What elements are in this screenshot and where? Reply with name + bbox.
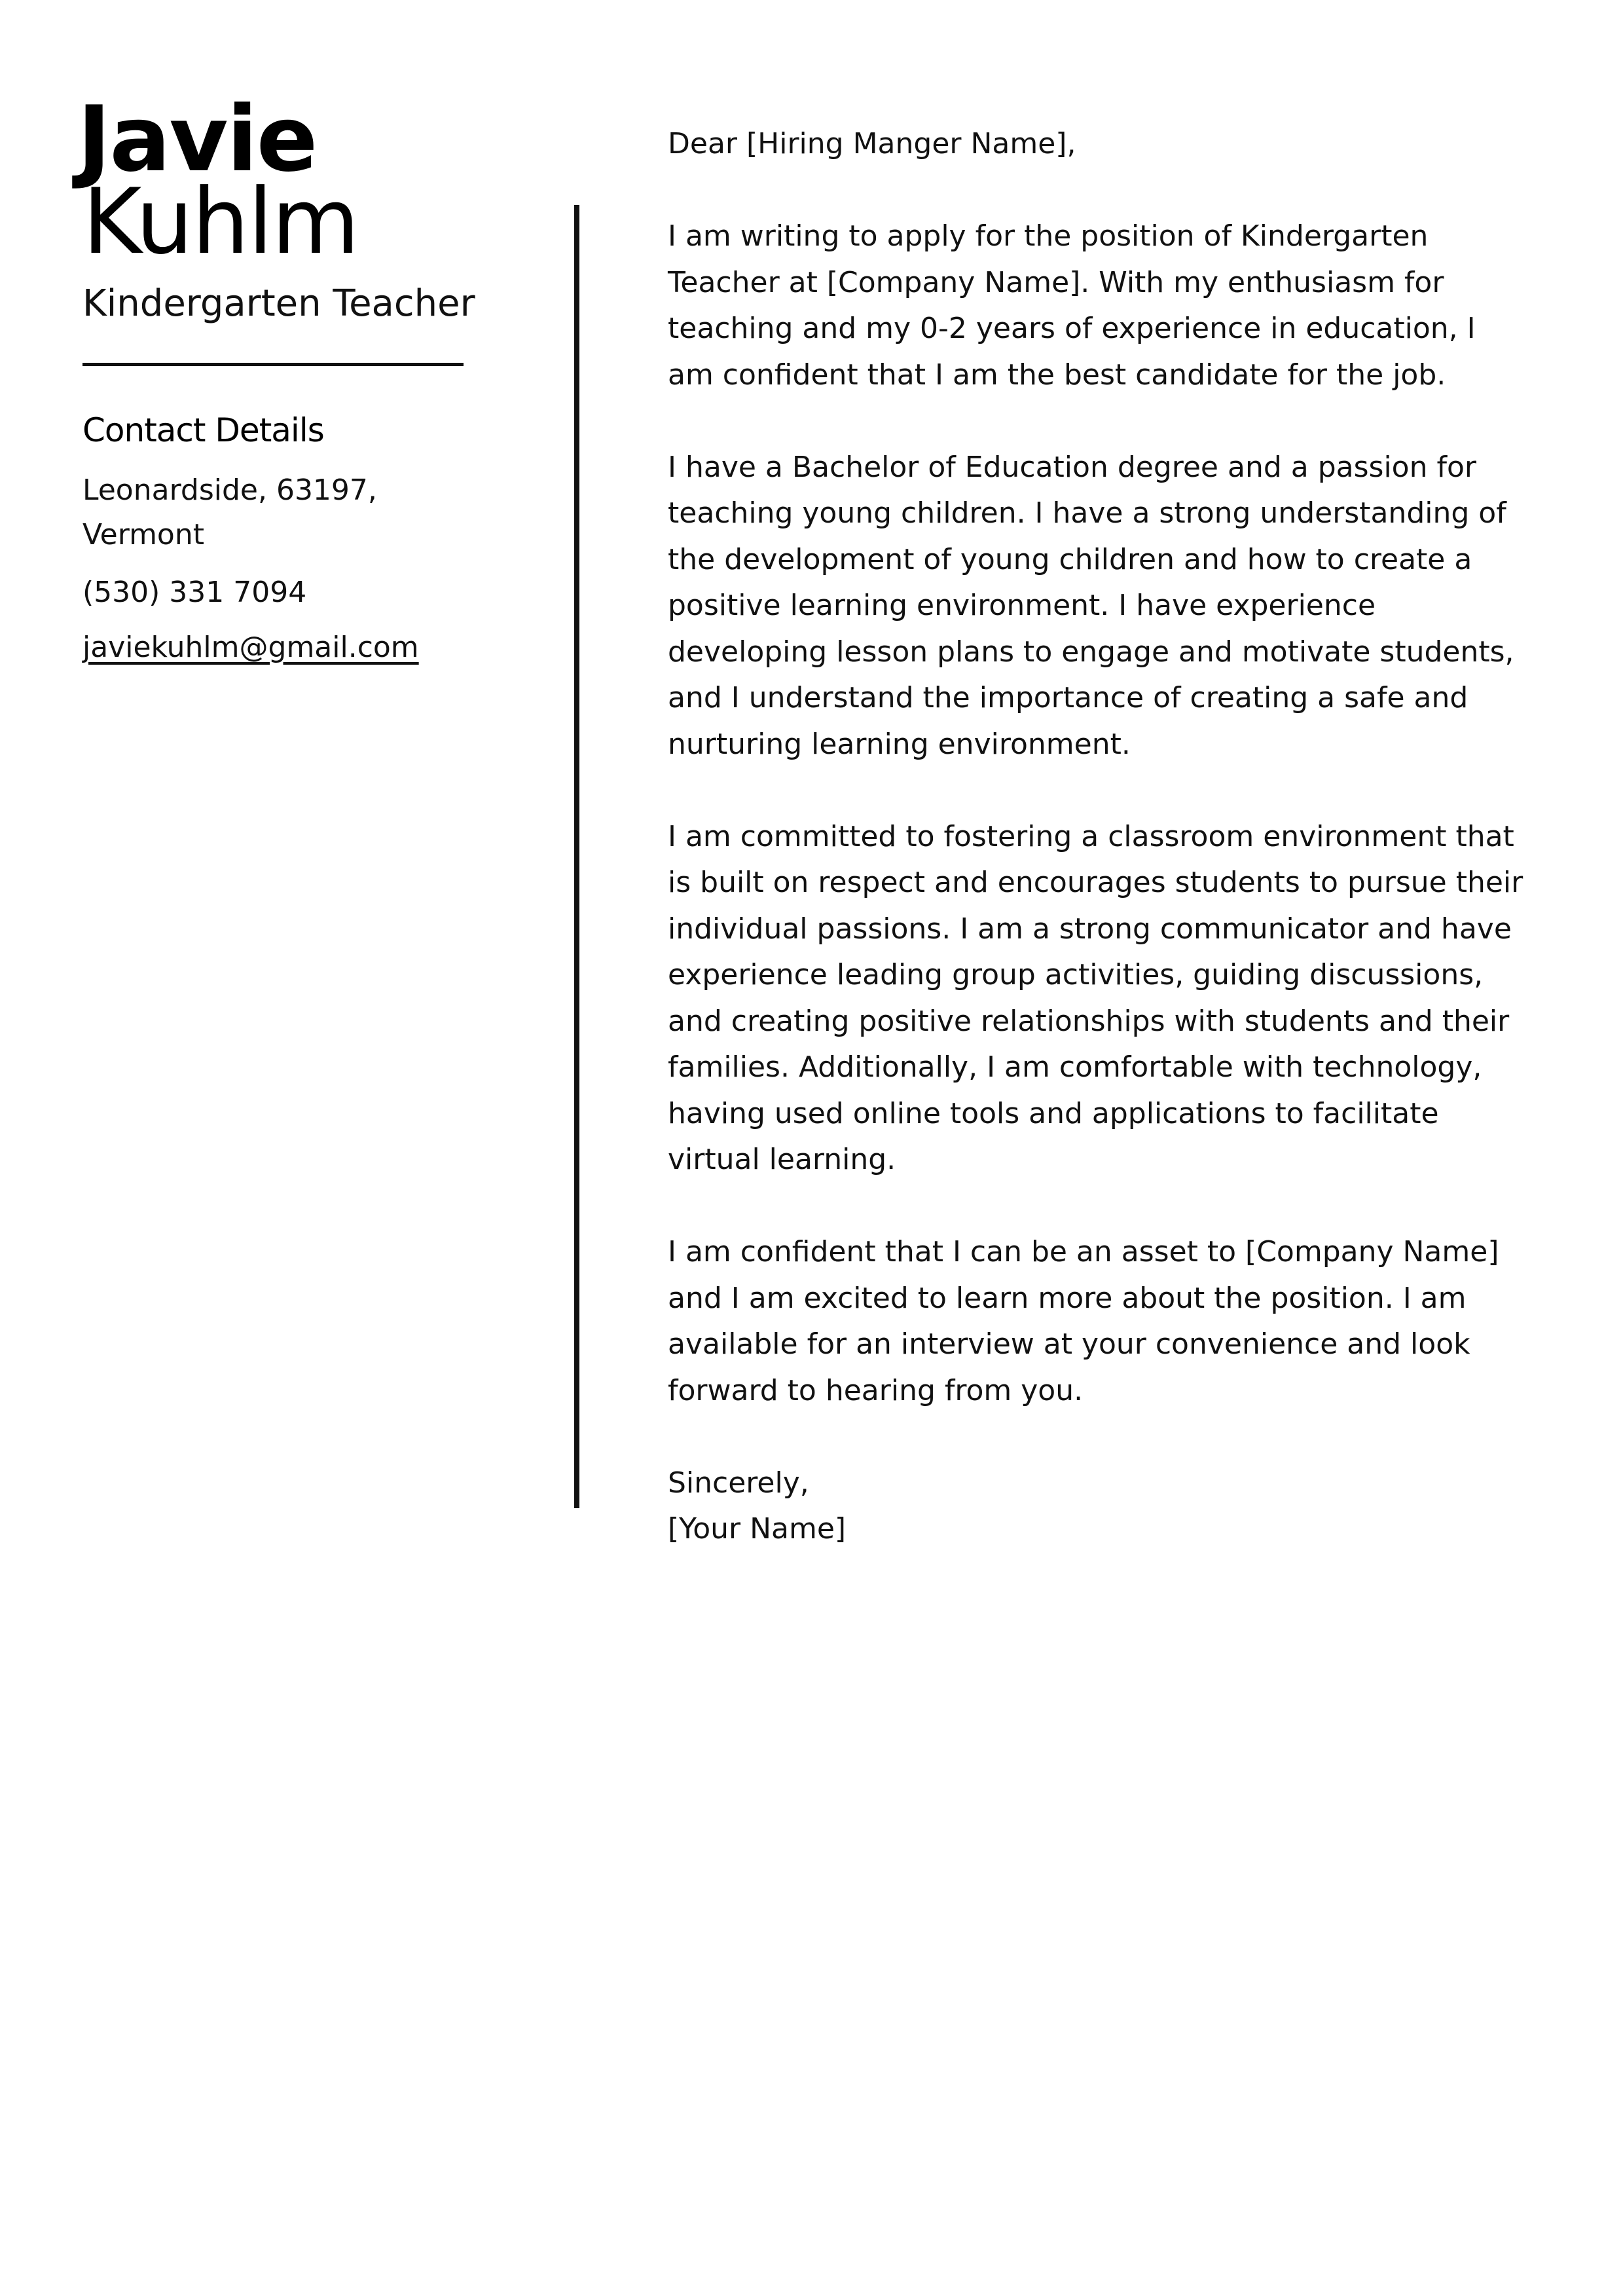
contact-heading: Contact Details xyxy=(82,411,324,449)
sidebar xyxy=(77,86,475,670)
signature: [Your Name] xyxy=(668,1512,847,1546)
contact-phone: (530) 331 7094 xyxy=(82,576,307,609)
letter-paragraph: I have a Bachelor of Education degree and a passion for teaching young children. I have a strong understanding of the development of young children and how to create a positive learning environment. I have experience developing lesson plans to engage and motivate students, and I understand the importance of creating a safe and nurturing learning environment. xyxy=(668,450,1514,761)
letter-paragraph: I am committed to fostering a classroom environment that is built on respect and encourages students to pursue their individual passions. I am a strong communicator and have experience leading group activities, guiding discussions, and creating positive relationships with students and their families. Additionally, I am comfortable with technology, having used online tools and applications to facilitate virtual learning. xyxy=(668,819,1523,1176)
contact-email-link[interactable]: javiekuhlm@gmail.com xyxy=(82,631,419,664)
letter-body xyxy=(668,121,1525,1553)
closing: Sincerely, xyxy=(668,1466,809,1500)
title-divider xyxy=(82,363,464,366)
vertical-divider xyxy=(574,205,579,1508)
letter-paragraph: I am confident that I can be an asset to [Company Name] and I am excited to learn more about the position. I am available for an interview at your convenience and look forward to hearing from you. xyxy=(668,1235,1499,1407)
first-name: Javie xyxy=(77,86,317,192)
contact-address: Leonardside, 63197, Vermont xyxy=(82,473,377,551)
salutation: Dear [Hiring Manger Name], xyxy=(668,127,1076,160)
job-title: Kindergarten Teacher xyxy=(82,282,475,325)
letter-paragraph: I am writing to apply for the position of Kindergarten Teacher at [Company Name]. With my enthusiasm for teaching and my 0-2 years of experience in education, I am confident that I am the best candidate for the job. xyxy=(668,219,1476,392)
last-name: Kuhlm xyxy=(82,169,359,274)
candidate-name xyxy=(77,86,475,274)
